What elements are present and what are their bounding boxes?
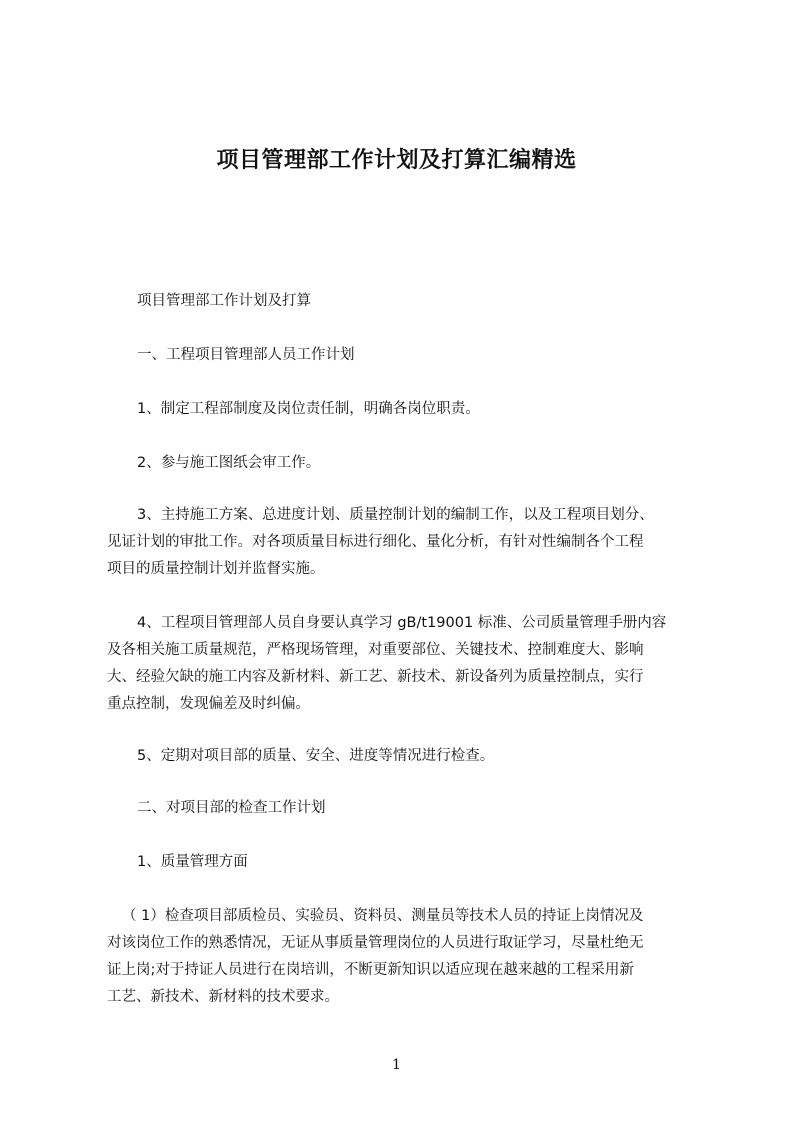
- paragraph-line: 见证计划的审批工作。对各项质量目标进行细化、量化分析，有针对性编制各个工程: [107, 534, 644, 550]
- paragraph-line: 对该岗位工作的熟悉情况，无证从事质量管理岗位的人员进行取证学习，尽量杜绝无: [107, 935, 644, 951]
- paragraph-line: 项目的质量控制计划并监督实施。: [107, 561, 325, 577]
- paragraph-line: 大、经验欠缺的施工内容及新材料、新工艺、新技术、新设备列为质量控制点，实行: [107, 669, 644, 685]
- paragraph-line: 5、定期对项目部的质量、安全、进度等情况进行检查。: [137, 748, 495, 764]
- subtitle-line: 项目管理部工作计划及打算: [137, 293, 311, 309]
- paragraph-line: （ 1）检查项目部质检员、实验员、资料员、测量员等技术人员的持证上岗情况及: [122, 908, 644, 924]
- paragraph-line: 工艺、新技术、新材料的技术要求。: [107, 989, 339, 1005]
- subsection-heading: 1、质量管理方面: [137, 854, 248, 870]
- section-heading: 二、对项目部的检查工作计划: [137, 800, 326, 816]
- paragraph-line: 4、工程项目管理部人员自身要认真学习 gB/t19001 标准、公司质量管理手册内容: [137, 615, 667, 631]
- section-heading: 一、工程项目管理部人员工作计划: [137, 347, 355, 363]
- page-number: 1: [392, 1057, 401, 1073]
- document-title: 项目管理部工作计划及打算汇编精选: [216, 148, 577, 173]
- paragraph-line: 及各相关施工质量规范，严格现场管理，对重要部位、关键技术、控制难度大、影响: [107, 642, 644, 658]
- paragraph-line: 重点控制，发现偏差及时纠偏。: [107, 696, 310, 712]
- paragraph-line: 2、参与施工图纸会审工作。: [137, 455, 321, 471]
- paragraph-line: 1、制定工程部制度及岗位责任制，明确各岗位职责。: [137, 401, 480, 417]
- paragraph-line: 3、主持施工方案、总进度计划、质量控制计划的编制工作，以及工程项目划分、: [137, 507, 654, 523]
- paragraph-line: 证上岗;对于持证人员进行在岗培训，不断更新知识以适应现在越来越的工程采用新: [107, 962, 634, 978]
